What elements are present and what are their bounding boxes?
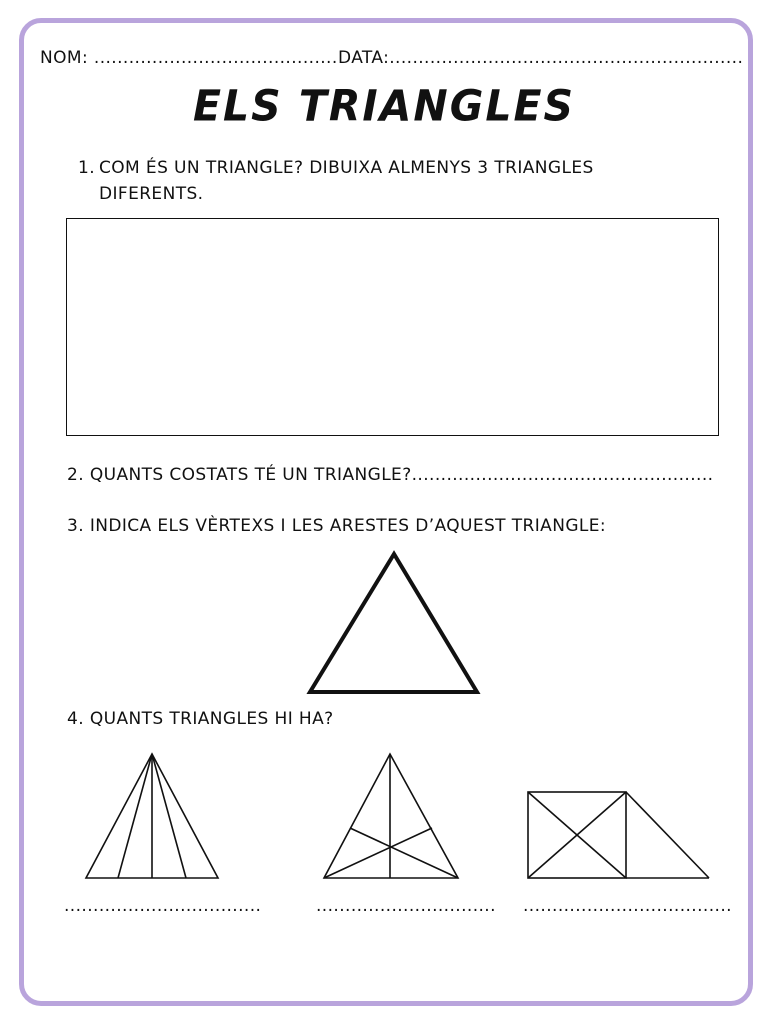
q1-text-line1: COM ÉS UN TRIANGLE? DIBUIXA ALMENYS 3 TRIANGLES [99,158,594,178]
q2-text[interactable]: 2. QUANTS COSTATS TÉ UN TRIANGLE?.................................................... [67,465,714,485]
answer-line-2[interactable]: ............................... [316,896,496,916]
page-title: ELS TRIANGLES [192,80,576,132]
q1-number: 1. [78,158,96,178]
drawing-answer-box[interactable] [66,218,719,436]
triangle-figure [300,548,490,698]
date-field[interactable]: DATA:............................................................. [338,48,744,68]
answer-line-3[interactable]: .................................... [523,896,732,916]
median-triangle-figure [318,748,463,883]
name-field[interactable]: NOM: .......................................... [40,48,338,68]
answer-line-1[interactable]: .................................. [64,896,262,916]
fan-triangle-figure [80,748,225,883]
q4-text: 4. QUANTS TRIANGLES HI HA? [67,709,334,729]
q1-text-line2: DIFERENTS. [99,184,204,204]
square-triangle-figure [522,786,714,884]
q3-text: 3. INDICA ELS VÈRTEXS I LES ARESTES D’AQUEST TRIANGLE: [67,516,607,536]
